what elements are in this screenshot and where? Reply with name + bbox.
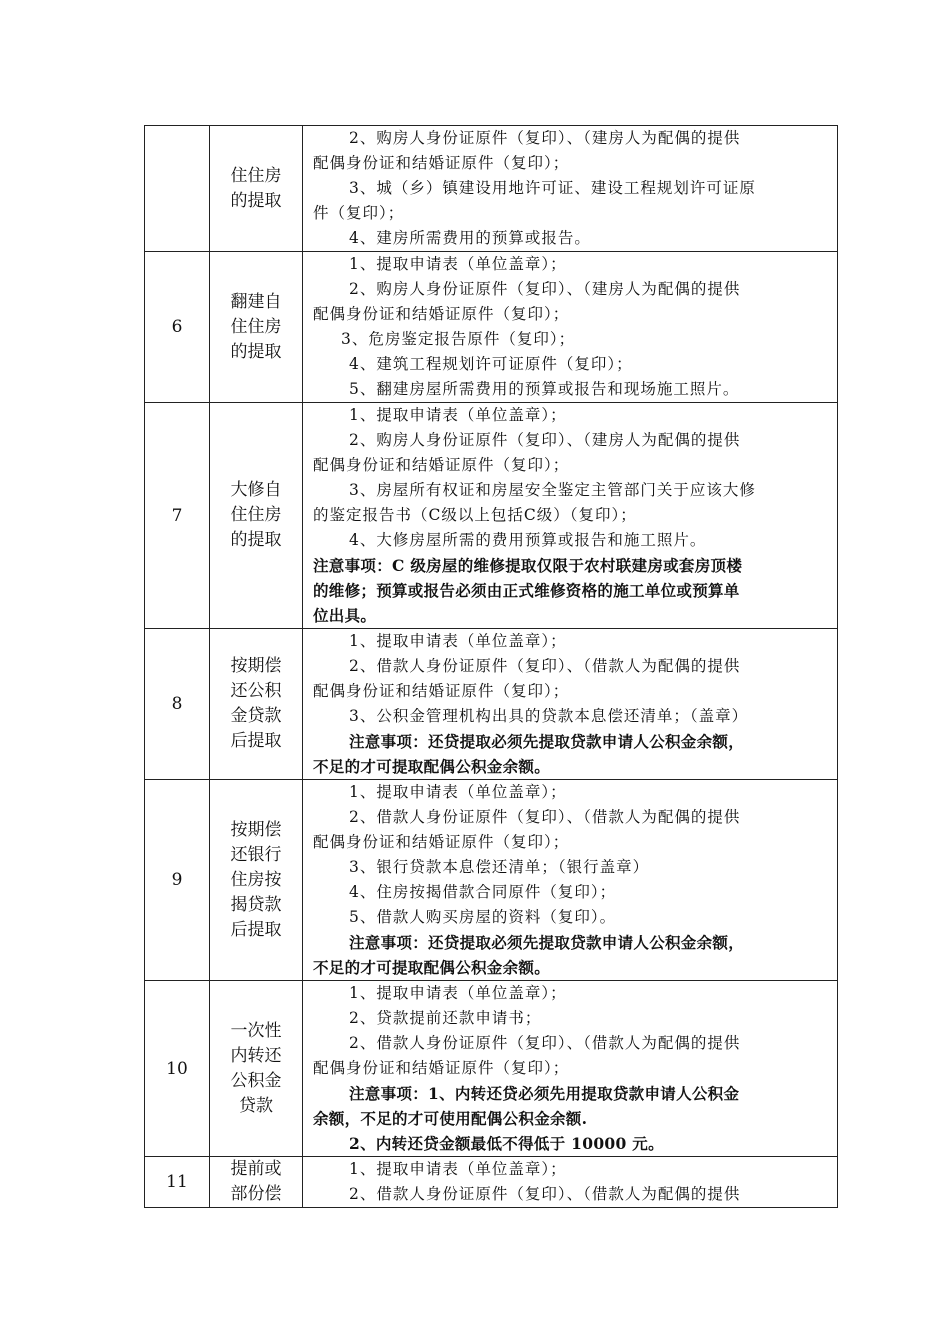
row-number: 11 <box>145 1157 210 1208</box>
requirement-line: 2、借款人身份证原件（复印）、（借款人为配偶的提供 <box>349 1185 741 1203</box>
requirement-line: 2、购房人身份证原件（复印）、（建房人为配偶的提供 <box>349 431 741 449</box>
requirement-line: 配偶身份证和结婚证原件（复印）； <box>313 305 570 323</box>
requirement-line: 配偶身份证和结婚证原件（复印）； <box>313 833 570 851</box>
note-line: 不足的才可提取配偶公积金余额。 <box>313 757 551 776</box>
requirement-line: 配偶身份证和结婚证原件（复印）； <box>313 1059 570 1077</box>
row-number: 7 <box>145 403 210 629</box>
note-line: 余额，不足的才可使用配偶公积金余额. <box>313 1109 588 1128</box>
requirement-line: 1、提取申请表（单位盖章）； <box>349 255 567 273</box>
item-name <box>210 981 303 1157</box>
item-name-line: 还银行 <box>230 844 282 865</box>
requirement-line: 1、提取申请表（单位盖章）； <box>349 406 567 424</box>
item-name-line: 提前或 <box>230 1159 282 1179</box>
item-name-line: 公积金 <box>230 1070 282 1091</box>
table-row <box>145 126 838 252</box>
requirement-line: 3、城（乡）镇建设用地许可证、建设工程规划许可证原 <box>349 179 756 197</box>
requirement-line: 4、建房所需费用的预算或报告。 <box>349 229 591 247</box>
table-row <box>145 629 838 780</box>
requirement-line: 2、购房人身份证原件（复印）、（建房人为配偶的提供 <box>349 280 741 298</box>
note-line: 注意事项：1、内转还贷必须先用提取贷款申请人公积金 <box>349 1084 740 1103</box>
item-name <box>210 252 303 403</box>
row-number: 10 <box>145 981 210 1157</box>
row-number: 8 <box>145 629 210 780</box>
requirement-line: 1、提取申请表（单位盖章）； <box>349 632 567 650</box>
item-name-line: 后提取 <box>230 919 282 940</box>
item-name-line: 的提取 <box>230 530 282 550</box>
table-row <box>145 780 838 981</box>
row-number <box>145 126 210 252</box>
note-line: 位出具。 <box>313 606 377 625</box>
item-name-line: 内转还 <box>230 1045 282 1066</box>
requirement-line: 3、银行贷款本息偿还清单；（银行盖章） <box>349 858 650 876</box>
requirements-cell <box>303 126 838 252</box>
item-name-line: 按期偿 <box>230 819 282 840</box>
note-line: 的维修；预算或报告必须由正式维修资格的施工单位或预算单 <box>313 581 740 600</box>
table-row <box>145 252 838 403</box>
requirement-line: 1、提取申请表（单位盖章）； <box>349 1160 567 1178</box>
item-name <box>210 629 303 780</box>
table-row <box>145 403 838 629</box>
item-name-line: 住房按 <box>230 869 282 890</box>
requirement-line: 5、翻建房屋所需费用的预算或报告和现场施工照片。 <box>349 380 740 398</box>
item-name <box>210 780 303 981</box>
note-line: 注意事项：还贷提取必须先提取贷款申请人公积金余额， <box>349 933 745 952</box>
requirement-line: 2、购房人身份证原件（复印）、（建房人为配偶的提供 <box>349 129 741 147</box>
item-name <box>210 403 303 629</box>
requirement-line: 5、借款人购买房屋的资料（复印）。 <box>349 908 617 926</box>
requirement-line: 3、公积金管理机构出具的贷款本息偿还清单；（盖章） <box>349 707 749 725</box>
table-row <box>145 1157 838 1208</box>
item-name-line: 一次性 <box>230 1020 282 1041</box>
row-number: 6 <box>145 252 210 403</box>
document-page <box>144 125 838 1208</box>
requirement-line: 3、房屋所有权证和房屋安全鉴定主管部门关于应该大修 <box>349 481 756 499</box>
item-name-line: 部份偿 <box>230 1184 282 1204</box>
item-name-line: 的提取 <box>230 341 282 362</box>
item-name-line: 揭贷款 <box>230 894 282 915</box>
note-line: 不足的才可提取配偶公积金余额。 <box>313 958 551 977</box>
item-name-line: 翻建自 <box>230 291 282 312</box>
item-name-line: 住住房 <box>230 165 282 186</box>
item-name-line: 后提取 <box>230 731 282 751</box>
requirement-line: 4、住房按揭借款合同原件（复印）； <box>349 883 617 901</box>
item-name-line: 住住房 <box>230 316 282 337</box>
requirement-line: 2、借款人身份证原件（复印）、（借款人为配偶的提供 <box>349 657 741 675</box>
requirement-line: 2、贷款提前还款申请书； <box>349 1009 542 1027</box>
item-name-line: 金贷款 <box>230 706 282 726</box>
note-line: 注意事项：C 级房屋的维修提取仅限于农村联建房或套房顶楼 <box>313 556 743 575</box>
requirements-cell <box>303 252 838 403</box>
table-row <box>145 981 838 1157</box>
requirement-line: 4、大修房屋所需的费用预算或报告和施工照片。 <box>349 531 707 549</box>
item-name <box>210 1157 303 1208</box>
requirement-line: 4、建筑工程规划许可证原件（复印）； <box>349 355 633 373</box>
item-name-line: 住住房 <box>230 505 282 525</box>
note-line: 2、内转还贷金额最低不得低于 10000 元。 <box>349 1134 664 1153</box>
requirement-line: 3、危房鉴定报告原件（复印）； <box>341 330 576 348</box>
requirements-table <box>144 125 838 1208</box>
row-number: 9 <box>145 780 210 981</box>
requirement-line: 配偶身份证和结婚证原件（复印）； <box>313 154 570 172</box>
item-name-line: 按期偿 <box>230 656 282 676</box>
requirement-line: 2、借款人身份证原件（复印）、（借款人为配偶的提供 <box>349 1034 741 1052</box>
item-name-line: 贷款 <box>239 1095 273 1116</box>
requirements-cell <box>303 981 838 1157</box>
requirement-line: 1、提取申请表（单位盖章）； <box>349 984 567 1002</box>
requirement-line: 的鉴定报告书（C级以上包括C级）（复印）； <box>313 506 637 524</box>
requirement-line: 件（复印）； <box>313 204 405 222</box>
note-line: 注意事项：还贷提取必须先提取贷款申请人公积金余额， <box>349 732 745 751</box>
item-name <box>210 126 303 252</box>
requirement-line: 1、提取申请表（单位盖章）； <box>349 783 567 801</box>
requirements-cell <box>303 403 838 629</box>
item-name-line: 还公积 <box>230 681 282 701</box>
requirements-cell <box>303 629 838 780</box>
requirement-line: 2、借款人身份证原件（复印）、（借款人为配偶的提供 <box>349 808 741 826</box>
requirements-cell <box>303 1157 838 1208</box>
item-name-line: 大修自 <box>230 480 282 500</box>
requirements-cell <box>303 780 838 981</box>
item-name-line: 的提取 <box>230 190 282 211</box>
requirement-line: 配偶身份证和结婚证原件（复印）； <box>313 682 570 700</box>
requirement-line: 配偶身份证和结婚证原件（复印）； <box>313 456 570 474</box>
